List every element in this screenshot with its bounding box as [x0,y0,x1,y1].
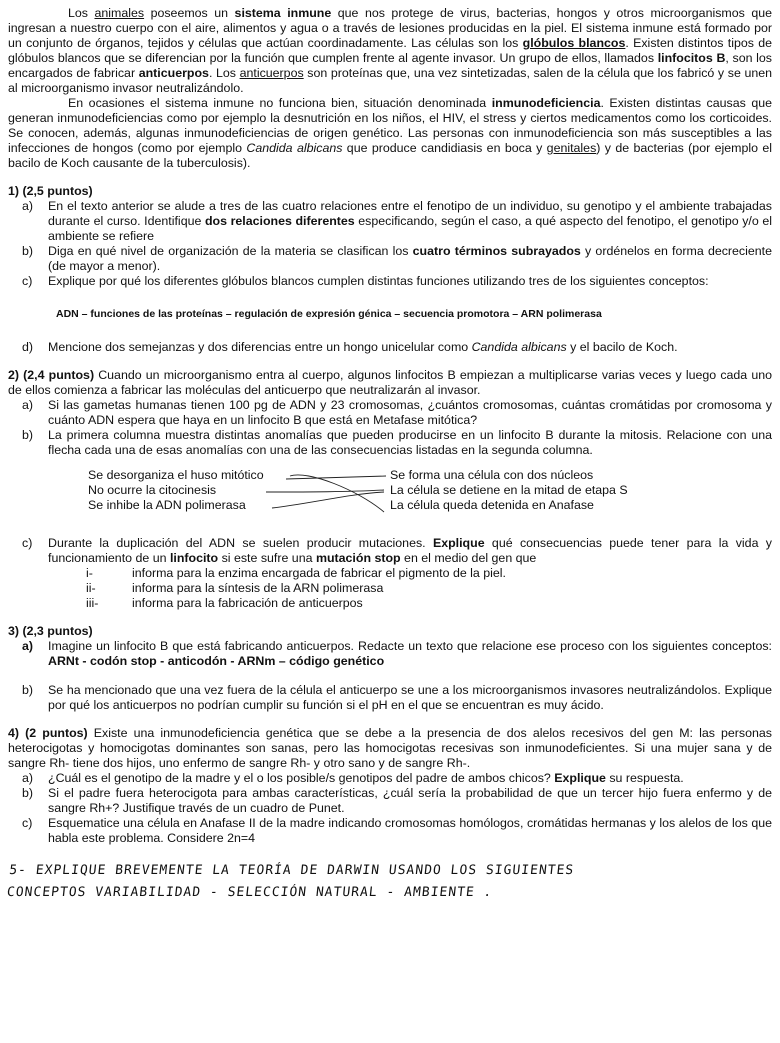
text-run: Candida albicans [246,141,343,155]
text-run: qué consecuencias puede tener para la vida y funcionamiento de un [48,536,773,565]
q2-subitem [86,596,772,611]
consequences-column [390,468,628,513]
question-1-heading: 1) (2,5 puntos) [8,184,93,198]
q2-subitem [86,581,772,596]
text-run: glóbulos blancos [522,36,626,50]
item-text [48,244,772,274]
consequence-item: La célula queda detenida en Anafase [390,498,594,512]
text-run: Explique [432,536,485,550]
text-run: . Existen distintas causas que generan inmunodeficiencias como por ejemplo la desnutrición en los niños, el HIV, el stress y ciertos medicamentos como los corticoides. Se conocen, además, algunas inmunodeficiencias de origen genético. Las personas con inmunodeficiencia son más susceptibles a las infecciones de hongos (como por ejemplo [8,96,772,155]
text-run: que nos protege de virus, bacterias, hongos y otros microorganismos que ingresan a nuestro cuerpo con el aire, alimentos y agua o a través de lesiones producidas en la piel. El sistema inmune está formado por un conjunto de órganos, tejidos y células que actúan coordinadamente. Las células son los [8,6,772,50]
consequence-item: Se forma una célula con dos núcleos [390,468,594,482]
item-label: a) [22,199,34,213]
text-run: mutación stop [315,551,401,565]
q4-item-b [22,786,772,816]
item-text [48,786,772,816]
anomaly-item: No ocurre la citocinesis [88,483,217,497]
question-2 [8,368,772,611]
subitem-label: ii- [86,581,96,595]
q4-item-a [22,771,772,786]
text-run: Cuando un microorganismo entra al cuerpo, algunos linfocitos B empiezan a multiplicarse varias veces y luego cada uno de ellos comienza a fabricar las moléculas del anticuerpo que neutralizarán al invasor. [8,368,773,397]
text-run: Candida albicans [471,340,567,354]
item-label: a) [22,771,34,785]
arrow-line [286,476,386,479]
subitem-text: informa para la enzima encargada de fabricar el pigmento de la piel. [132,566,507,580]
q1-concepts-list: ADN – funciones de las proteínas – regulación de expresión génica – secuencia promotora – ARN polimerasa [56,308,602,320]
text-run: 2) (2,4 puntos) [8,368,95,382]
subitem-text: informa para la síntesis de la ARN polimerasa [132,581,384,595]
q1-item-d [22,340,772,355]
subitem-label: iii- [86,596,99,610]
item-label: a) [22,639,34,653]
text-run: cuatro términos subrayados [412,244,581,258]
question-5-handwritten [6,860,775,904]
text-run: . Existen distintos tipos de glóbulos blancos que se diferencian por la función que cumplen frente al agente invasor. Un grupo de ellos, llamados [8,36,772,65]
text-run: Explique [554,771,606,785]
subitem-text: informa para la fabricación de anticuerpos [132,596,363,610]
anomaly-item: Se inhibe la ADN polimerasa [88,498,246,512]
item-label: c) [22,274,33,288]
item-text [48,199,772,244]
text-run: Explique por qué los diferentes glóbulos blancos cumplen distintas funciones utilizando tres de los siguientes conceptos: [48,274,709,288]
text-run: Existe una inmunodeficiencia genética que se debe a la presencia de dos alelos recesivos del gen M: las personas heterocigotas y homocigotas dominantes son sanas, pero las homocigotas recesivas son inmunodeficientes. Si una mujer sana y de sangre Rh- tiene dos hijos, uno enfermo de sangre Rh- y otro sano y de sangre Rh-. [8,726,772,770]
q2-item-b [22,428,772,458]
text-run: genitales [546,141,597,155]
text-run: y ordénelos en forma decreciente (de mayor a menor). [48,244,772,273]
item-text [48,274,772,289]
item-label: a) [22,398,34,412]
q3-item-a [22,639,772,669]
text-run: son proteínas que, una vez sintetizadas, salen de la célula que los fabricó y se unen al microorganismo invasor neutralizándolo. [8,66,773,95]
text-run: su respuesta. [605,771,684,785]
question-4-intro [8,726,772,771]
item-label: c) [22,536,33,550]
text-run: ¿Cuál es el genotipo de la madre y el o los posible/s genotipos del padre de ambos chicos? [48,771,555,785]
q1-item-b [22,244,772,274]
text-run: Los [68,6,95,20]
text-run: Durante la duplicación del ADN se suelen producir mutaciones. [48,536,433,550]
text-run: poseemos un [144,6,235,20]
text-run: si este sufre una [218,551,316,565]
item-text [48,398,772,428]
intro-paragraph-1 [8,6,772,96]
text-run: anticuerpos [138,66,209,80]
text-run: ARNt - codón stop - anticodón - ARNm – código genético [48,654,385,668]
text-run: . Los [208,66,240,80]
arrow-line [266,490,384,492]
text-run: en el medio del gen que [400,551,537,565]
consequence-item: La célula se detiene en la mitad de etapa S [390,483,628,497]
question-4 [8,726,772,846]
text-run: linfocito [169,551,219,565]
item-label: d) [22,340,34,354]
text-run: , son los encargados de fabricar [8,51,772,80]
text-run: 4) (2 puntos) [8,726,88,740]
q1-item-a [22,199,772,244]
item-label: b) [22,244,34,258]
text-run: que produce candidiasis en boca y [342,141,547,155]
text-run: sistema inmune [234,6,332,20]
item-text [48,683,772,713]
q3-item-b [22,683,772,713]
q2-subitem [86,566,772,581]
matching-exercise [8,468,772,526]
text-run: Se ha mencionado que una vez fuera de la célula el anticuerpo se une a los microorganismos invasores neutralizándolos. Explique por qué los anticuerpos no podrían cumplir su función si el pH en el que se encuentran es muy ácido. [48,683,772,712]
item-label: c) [22,816,33,830]
text-run: Si el padre fuera heterocigota para ambas características, ¿cuál sería la probabilidad de que un tercer hijo fuera enfermo y de sangre Rh+? Justifique través de un cuadro de Punet. [48,786,772,815]
item-label: b) [22,786,34,800]
item-text [48,428,772,458]
item-text [48,639,772,669]
question-3 [8,624,772,713]
text-run: Si las gametas humanas tienen 100 pg de ADN y 23 cromosomas, ¿cuántos cromosomas, cuántas cromátidas por cromosoma y cuánto ADN espera que haya en un linfocito B que está en Metafase mitótica? [48,398,772,427]
question-1 [8,184,772,355]
handwritten-line: CONCEPTOS VARIABILIDAD - SELECCIÓN NATURAL - AMBIENTE . [6,885,494,900]
text-run: dos relaciones diferentes [204,214,355,228]
item-label: b) [22,683,34,697]
text-run: anticuerpos [239,66,304,80]
handwritten-line: 5- EXPLIQUE BREVEMENTE LA TEORÍA DE DARWIN USANDO LOS SIGUIENTES [8,863,575,878]
item-text [48,340,772,355]
text-run: Diga en qué nivel de organización de la materia se clasifican los [48,244,413,258]
item-text [48,816,772,846]
text-run: animales [94,6,145,20]
anomalies-column [88,468,264,513]
q2-item-c [22,536,772,566]
text-run: especificando, según el caso, a qué aspecto del fenotipo, el genotipo y/o el ambiente se refiere [48,214,772,243]
text-run: La primera columna muestra distintas anomalías que pueden producirse en un linfocito B durante la mitosis. Relacione con una flecha cada una de esas anomalías con una de las consecuencias listadas en la segunda columna. [48,428,772,457]
text-run: Esquematice una célula en Anafase II de la madre indicando cromosomas homólogos, cromátidas hermanas y los alelos de los que habla este problema. Considere 2n=4 [48,816,772,845]
item-text [48,536,772,566]
anomaly-item: Se desorganiza el huso mitótico [88,468,264,482]
text-run: Imagine un linfocito B que está fabricando anticuerpos. Redacte un texto que relacione ese proceso con los siguientes conceptos: [48,639,772,653]
q4-item-c [22,816,772,846]
text-run: En ocasiones el sistema inmune no funciona bien, situación denominada [68,96,492,110]
text-run: ) y de bacterias (por ejemplo el bacilo de Koch causante de la tuberculosis). [8,141,772,170]
question-2-intro [8,368,772,398]
intro-paragraph-2 [8,96,772,171]
text-run: Mencione dos semejanzas y dos diferencias entre un hongo unicelular como [48,340,472,354]
text-run: inmunodeficiencia [491,96,601,110]
q2-item-a [22,398,772,428]
text-run: y el bacilo de Koch. [566,340,678,354]
question-3-heading: 3) (2,3 puntos) [8,624,93,638]
text-run: En el texto anterior se alude a tres de las cuatro relaciones entre el fenotipo de un individuo, su genotipo y el ambiente trabajadas durante el curso. Identifique [48,199,772,228]
subitem-label: i- [86,566,93,580]
text-run: linfocitos B [657,51,726,65]
q1-item-c [22,274,772,289]
item-text [48,771,772,786]
item-label: b) [22,428,34,442]
